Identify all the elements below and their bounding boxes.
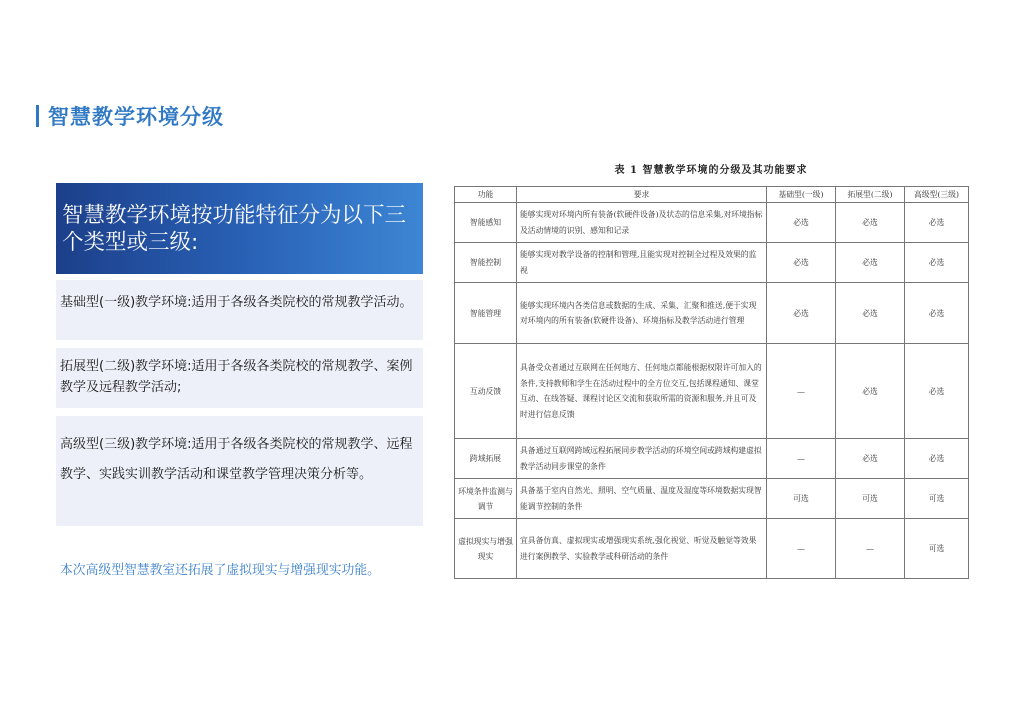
requirement-cell: 宜具备仿真、虚拟现实或增强现实系统,强化视觉、听觉及触觉等效果进行案例教学、实验教学或科研活动的条件 [517,519,767,579]
level-2-description: 拓展型(二级)教学环境:适用于各级各类院校的常规教学、案例教学及远程教学活动; [56,348,423,408]
table-header-row [455,187,969,203]
level-1-cell: — [767,439,836,479]
table-row [455,479,969,519]
function-cell: 智能管理 [455,283,517,344]
page-title-text: 智慧教学环境分级 [48,105,224,129]
level-3-cell: 必选 [905,283,969,344]
table-row [455,203,969,243]
level-3-cell: 可选 [905,519,969,579]
level-1-cell: — [767,519,836,579]
intro-banner: 智慧教学环境按功能特征分为以下三个类型或三级: [56,183,423,274]
page-title [36,101,224,131]
requirement-cell: 具备基于室内自然光、照明、空气质量、温度及湿度等环境数据实现智能调节控制的条件 [517,479,767,519]
requirement-cell: 能够实现对教学设备的控制和管理,且能实现对控制全过程及效果的监视 [517,243,767,283]
table-row [455,243,969,283]
requirement-cell: 具备受众者通过互联网在任何地方、任何地点都能根据权限许可加入的条件,支持教师和学生在活动过程中的全方位交互,包括课程通知、课堂互动、在线答疑、课程讨论区交流和获取所需的资源和服务,并且可及时进行信息反馈 [517,344,767,439]
requirements-table [454,186,969,579]
level-3-cell: 必选 [905,439,969,479]
level-1-cell: 可选 [767,479,836,519]
table-caption: 表 1 智慧教学环境的分级及其功能要求 [614,165,808,176]
level-2-cell: 可选 [836,479,905,519]
table-row [455,519,969,579]
function-cell: 互动反馈 [455,344,517,439]
function-cell: 智能控制 [455,243,517,283]
function-cell: 跨域拓展 [455,439,517,479]
function-cell: 虚拟现实与增强现实 [455,519,517,579]
requirement-cell: 能够实现对环境内所有装备(软硬件设备)及状态的信息采集,对环境指标及活动情境的识别、感知和记录 [517,203,767,243]
level-3-description: 高级型(三级)教学环境:适用于各级各类院校的常规教学、远程教学、实践实训教学活动和课堂教学管理决策分析等。 [56,416,423,526]
level-2-cell: 必选 [836,243,905,283]
requirement-cell: 具备通过互联网跨域远程拓展同步教学活动的环境空间或跨域构建虚拟教学活动同步课堂的条件 [517,439,767,479]
table-row [455,283,969,344]
level-2-cell: 必选 [836,344,905,439]
level-3-cell: 可选 [905,479,969,519]
header-function: 功能 [455,187,517,203]
header-level-3: 高级型(三级) [905,187,969,203]
table-row [455,439,969,479]
level-2-cell: 必选 [836,439,905,479]
left-panel [56,183,423,526]
level-1-cell: 必选 [767,243,836,283]
level-2-cell: 必选 [836,283,905,344]
level-1-description: 基础型(一级)教学环境:适用于各级各类院校的常规教学活动。 [56,280,423,340]
level-1-cell: — [767,344,836,439]
footnote: 本次高级型智慧教室还拓展了虚拟现实与增强现实功能。 [60,563,380,578]
level-1-cell: 必选 [767,283,836,344]
level-1-cell: 必选 [767,203,836,243]
level-3-cell: 必选 [905,243,969,283]
level-3-cell: 必选 [905,344,969,439]
function-cell: 环境条件监测与调节 [455,479,517,519]
title-accent-bar [36,105,39,127]
level-2-cell: — [836,519,905,579]
table-row [455,344,969,439]
level-3-cell: 必选 [905,203,969,243]
function-cell: 智能感知 [455,203,517,243]
header-level-1: 基础型(一级) [767,187,836,203]
requirement-cell: 能够实现环境内各类信息或数据的生成、采集、汇聚和推送,便于实现对环境内的所有装备(软硬件设备)、环境指标及教学活动进行管理 [517,283,767,344]
header-requirement: 要求 [517,187,767,203]
header-level-2: 拓展型(二级) [836,187,905,203]
level-2-cell: 必选 [836,203,905,243]
